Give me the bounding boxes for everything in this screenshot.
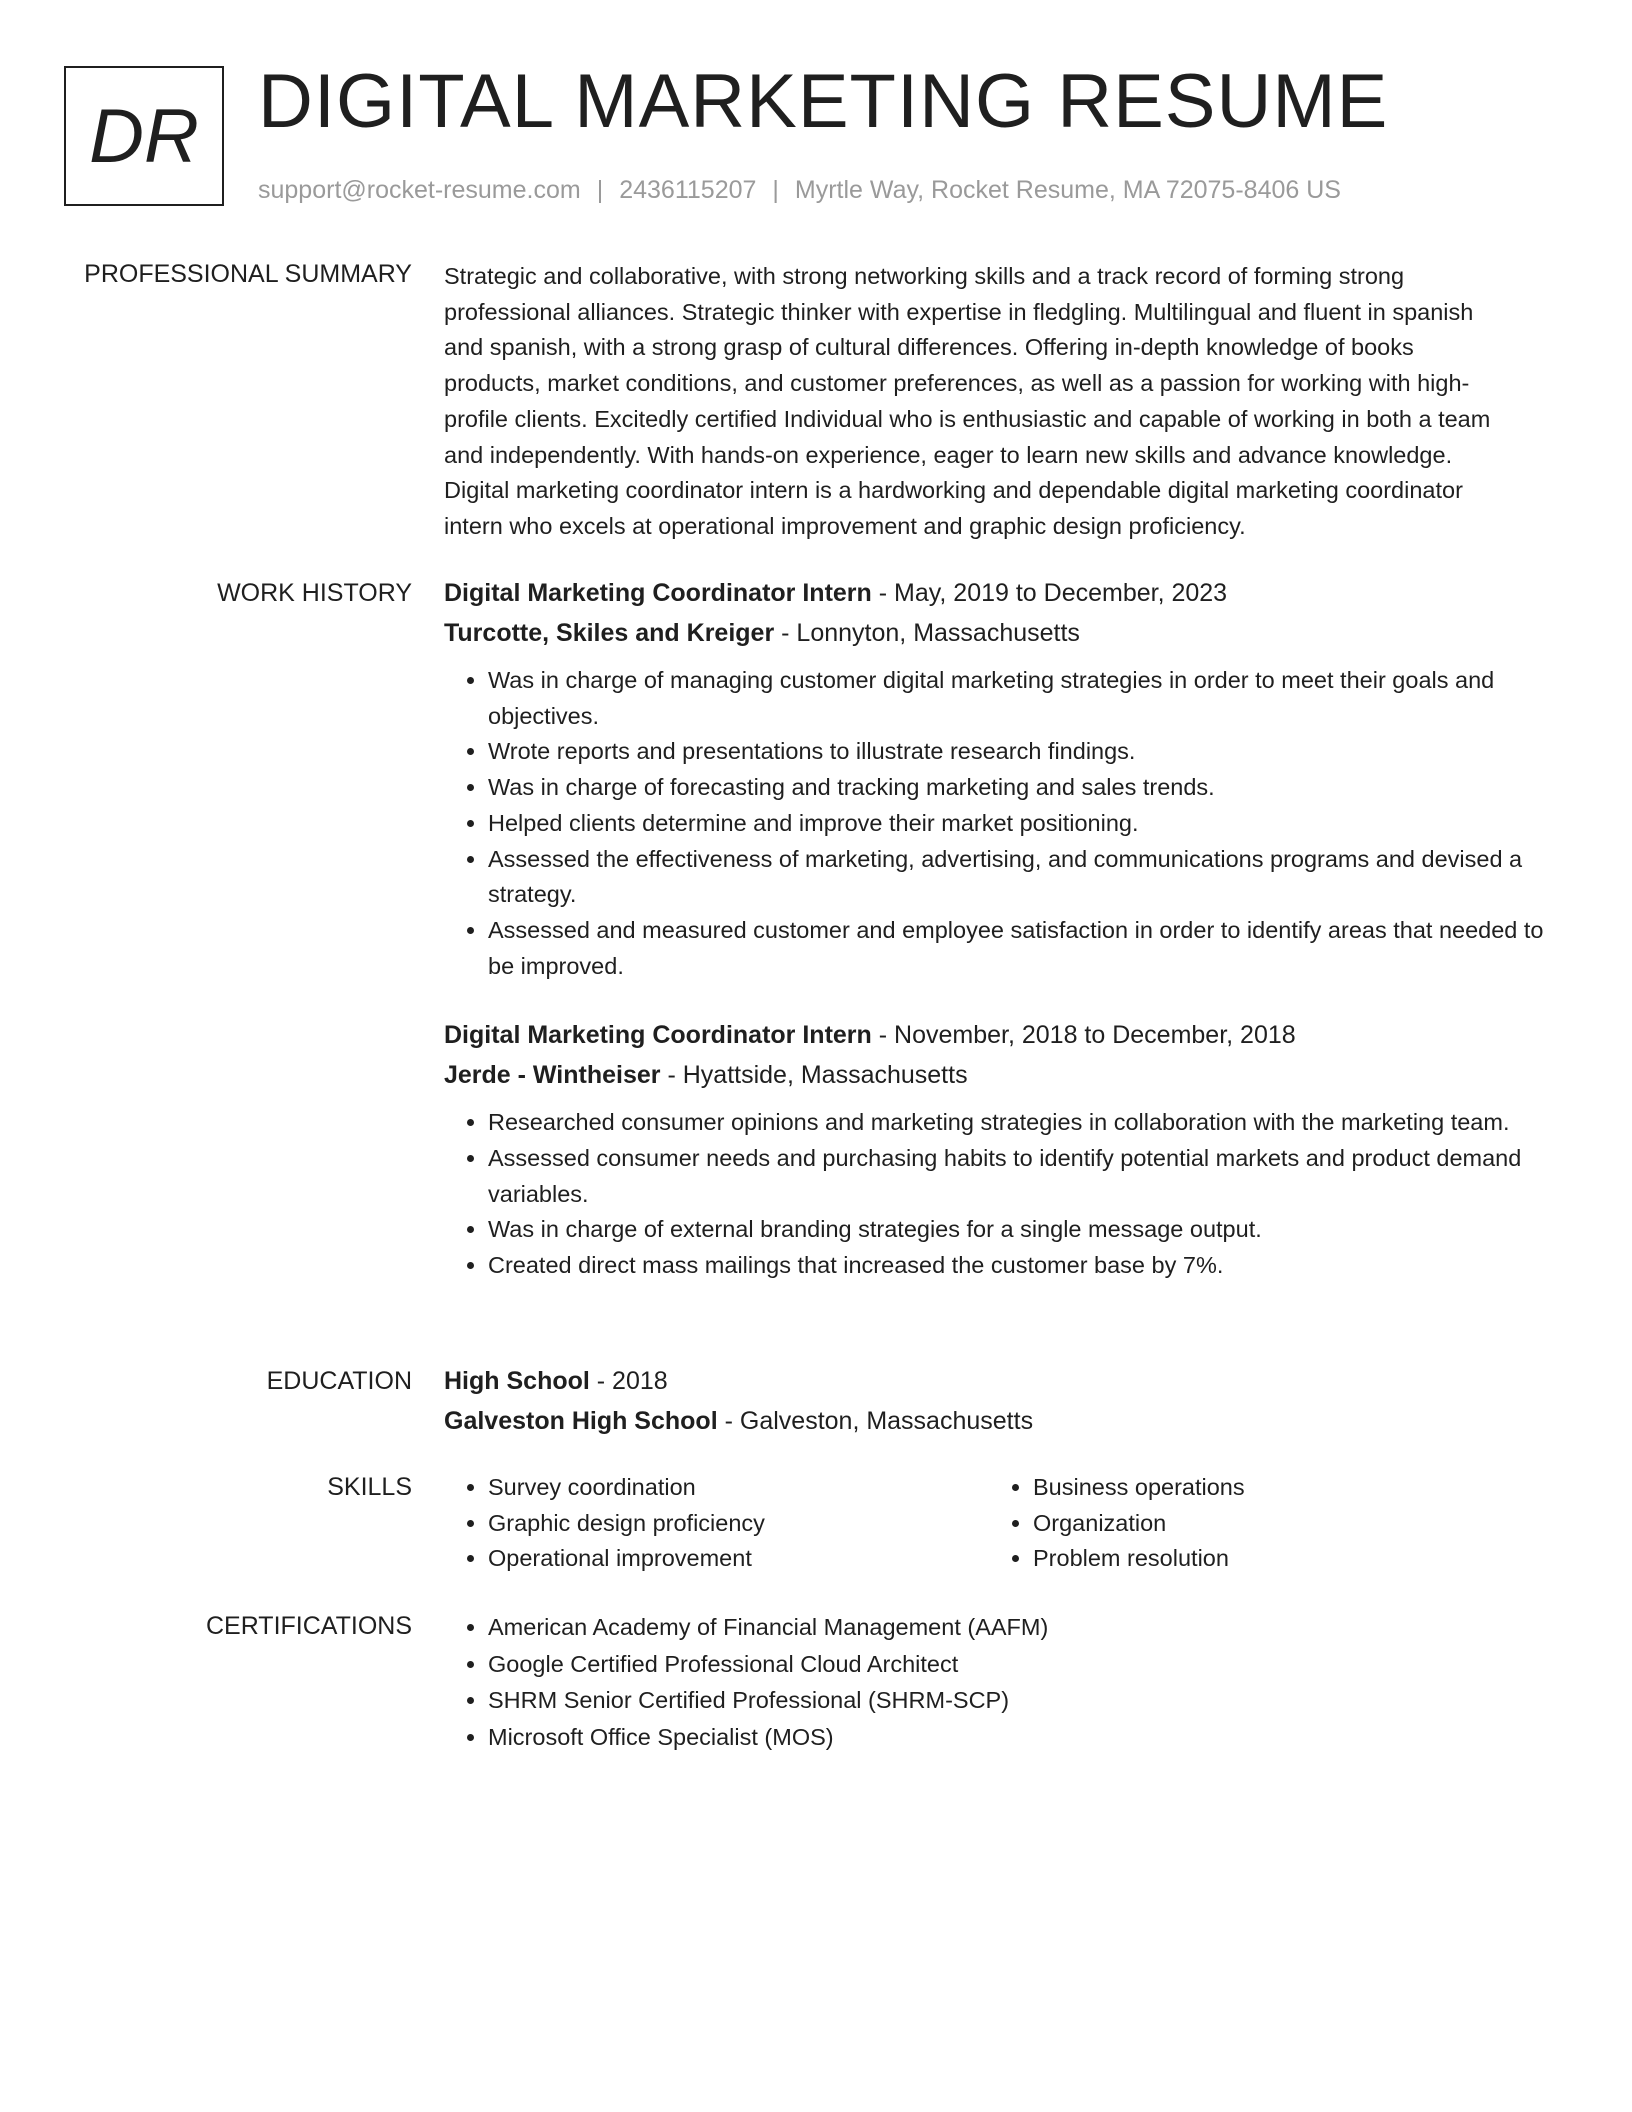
- skill-item: • Organization: [1033, 1506, 1534, 1542]
- job-bullet: • Was in charge of forecasting and tracking marketing and sales trends.: [488, 770, 1554, 806]
- contact-separator: |: [596, 176, 604, 204]
- contact-line: [258, 174, 1341, 206]
- resume-title: DIGITAL MARKETING RESUME: [258, 59, 1389, 144]
- contact-phone: 2436115207: [619, 176, 757, 204]
- contact-separator: |: [772, 176, 779, 204]
- summary-line: profile clients. Excitedly certified Individual who is enthusiastic and capable of working in both a team: [444, 405, 1491, 432]
- monogram-badge: [64, 66, 224, 206]
- job-bullets: [444, 663, 1554, 984]
- job-dates: - May, 2019 to December, 2023: [878, 579, 1228, 607]
- job-location: - Lonnyton, Massachusetts: [781, 619, 1080, 647]
- job-bullet: • Was in charge of external branding strategies for a single message output.: [488, 1212, 1554, 1248]
- job-company: Turcotte, Skiles and Kreiger: [444, 619, 775, 647]
- job-title: Digital Marketing Coordinator Intern: [444, 1021, 872, 1050]
- job-bullets: [444, 1105, 1554, 1284]
- certifications-content: [444, 1609, 1554, 1755]
- section-label-work-history: WORK HISTORY: [217, 579, 412, 607]
- education-location: - Galveston, Massachusetts: [724, 1407, 1034, 1435]
- job-bullet: • Assessed the effectiveness of marketing, advertising, and communications programs and devised a strategy.: [488, 842, 1554, 913]
- summary-text: [444, 259, 1554, 545]
- certification-item: • Google Certified Professional Cloud Architect: [488, 1646, 1554, 1683]
- certification-item: • American Academy of Financial Management (AAFM): [488, 1609, 1554, 1646]
- work-history-content: [444, 573, 1554, 1284]
- job-bullet: • Wrote reports and presentations to illustrate research findings.: [488, 734, 1554, 770]
- education-degree: High School: [444, 1367, 590, 1395]
- skills-list-left: [444, 1470, 989, 1577]
- job-bullet: • Created direct mass mailings that increased the customer base by 7%.: [488, 1248, 1554, 1284]
- contact-address: Myrtle Way, Rocket Resume, MA 72075-8406 US: [794, 176, 1341, 204]
- education-content: [444, 1361, 1554, 1441]
- summary-line: and spanish, with a strong grasp of cultural differences. Offering in-depth knowledge of books: [444, 334, 1414, 361]
- job-title-line: [444, 1015, 1554, 1055]
- section-label-education: EDUCATION: [266, 1367, 412, 1395]
- job-dates: - November, 2018 to December, 2018: [878, 1021, 1296, 1050]
- skill-item: • Problem resolution: [1033, 1541, 1534, 1577]
- job-bullet: • Was in charge of managing customer digital marketing strategies in order to meet their goals and objectives.: [488, 663, 1554, 734]
- job-entry: [444, 1015, 1554, 1284]
- skill-item: • Graphic design proficiency: [488, 1506, 989, 1542]
- summary-line: Digital marketing coordinator intern is a hardworking and dependable digital marketing coordinator: [444, 477, 1463, 504]
- job-location: - Hyattside, Massachusetts: [667, 1061, 968, 1090]
- job-bullet: • Assessed and measured customer and employee satisfaction in order to identify areas that needed to be improved.: [488, 913, 1554, 984]
- certification-item: • SHRM Senior Certified Professional (SHRM-SCP): [488, 1682, 1554, 1719]
- job-company-line: [444, 613, 1554, 653]
- summary-line: products, market conditions, and customer preferences, as well as a passion for working with high-: [444, 370, 1470, 397]
- job-title: Digital Marketing Coordinator Intern: [444, 579, 872, 607]
- education-school: Galveston High School: [444, 1407, 718, 1435]
- skill-item: • Business operations: [1033, 1470, 1534, 1506]
- monogram-initials: DR: [89, 93, 199, 179]
- job-entry: [444, 573, 1554, 984]
- certifications-list: [444, 1609, 1554, 1755]
- skill-item: • Operational improvement: [488, 1541, 989, 1577]
- summary-line: Strategic and collaborative, with strong networking skills and a track record of forming strong: [444, 263, 1405, 289]
- job-bullet: • Researched consumer opinions and marketing strategies in collaboration with the marketing team.: [488, 1105, 1554, 1141]
- job-company: Jerde - Wintheiser: [444, 1061, 661, 1090]
- section-label-summary: PROFESSIONAL SUMMARY: [84, 260, 412, 288]
- job-title-line: [444, 573, 1554, 613]
- summary-line: professional alliances. Strategic thinker with expertise in fledgling. Multilingual and fluent in spanish: [444, 298, 1474, 325]
- education-year: - 2018: [596, 1367, 668, 1395]
- section-label-certifications: CERTIFICATIONS: [205, 1612, 412, 1640]
- summary-line: and independently. With hands-on experience, eager to learn new skills and advance knowledge.: [444, 441, 1453, 468]
- job-bullet: • Helped clients determine and improve their market positioning.: [488, 806, 1554, 842]
- job-bullet: • Assessed consumer needs and purchasing habits to identify potential markets and product demand variables.: [488, 1141, 1554, 1212]
- skill-item: • Survey coordination: [488, 1470, 989, 1506]
- certification-item: • Microsoft Office Specialist (MOS): [488, 1719, 1554, 1756]
- education-degree-line: [444, 1361, 1554, 1401]
- section-label-skills: SKILLS: [327, 1473, 412, 1501]
- education-school-line: [444, 1401, 1554, 1441]
- job-company-line: [444, 1055, 1554, 1095]
- skills-list-right: [989, 1470, 1534, 1577]
- summary-content: [444, 259, 1554, 545]
- skills-grid: [444, 1470, 1554, 1577]
- contact-email: support@rocket-resume.com: [258, 176, 581, 204]
- summary-line: intern who excels at operational improvement and graphic design proficiency.: [444, 512, 1246, 539]
- skills-content: [444, 1470, 1554, 1577]
